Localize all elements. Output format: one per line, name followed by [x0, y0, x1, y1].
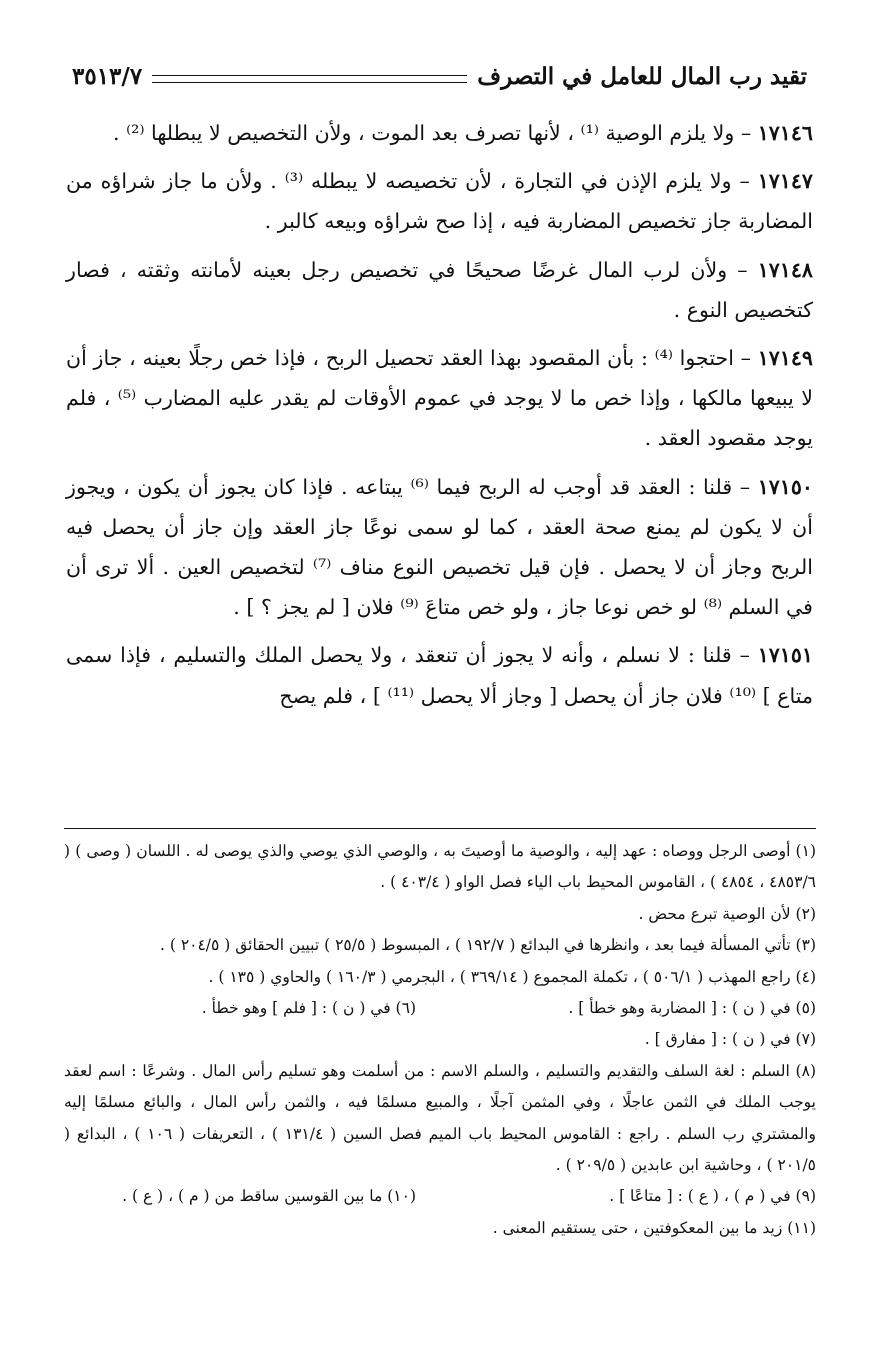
paragraph-text: – قلنا : لا نسلم ، وأنه لا يجوز أن تنعقد ، ولا يحصل الملك والتسليم ، فإذا سمى متاع ] ⁽¹⁰⁾ فلان جاز أن يحصل [ وجاز ألا يحصل ⁽¹¹⁾ ] ، فلم يصح [66, 643, 813, 708]
footnote-7: (٧) في ( ن ) : [ مفارق ] . [644, 1030, 816, 1049]
paragraph-text: – احتجوا ⁽⁴⁾ : بأن المقصود بهذا العقد تحصيل الربح ، فإذا خص رجلًا بعينه ، جاز أن لا يبيعها مالكها ، وإذا خص ما لا يوجد في عموم الأوقات لم يقدر عليه المضارب ⁽⁵⁾ ، فلم يوجد مقصود العقد . [66, 346, 813, 451]
paragraph-text: – ولأن لرب المال غرضًا صحيحًا في تخصيص رجل بعينه لأمانته وثقته ، فصار كتخصيص النوع . [66, 257, 813, 322]
footnote-4: (٤) راجع المهذب ( ٥٠٦/١ ) ، تكملة المجموع ( ٣٦٩/١٤ ) ، البجرمي ( ١٦٠/٣ ) والحاوي ( ١٣٥ ) . [208, 967, 816, 986]
footnote-5: (٥) في ( ن ) : [ المضاربة وهو خطأ ] . [568, 999, 816, 1018]
paragraph-number: ١٧١٤٨ [757, 257, 813, 282]
footnote-3: (٣) تأتي المسألة فيما بعد ، وانظرها في البدائع ( ١٩٢/٧ ) ، المبسوط ( ٢٥/٥ ) تبيين الحقائق ( ٢٠٤/٥ ) . [160, 936, 816, 955]
footnote-11: (١١) زيد ما بين المعكوفتين ، حتى يستقيم المعنى . [492, 1218, 816, 1237]
paragraph-number: ١٧١٥٠ [757, 474, 813, 499]
paragraph-17146 [66, 113, 813, 153]
paragraph-number: ١٧١٤٦ [757, 121, 813, 145]
footnote-row-5-6 [64, 993, 816, 1024]
footnote-1: (١) أوصى الرجل ووصاه : عهد إليه ، والوصية ما أوصيتَ به ، والوصي الذي يوصي والذي يوصى له . اللسان ( وصى ) ( ٤٨٥٣/٦ ، ٤٨٥٤ ) ، القاموس المحيط باب الياء فصل الواو ( ٤٠٣/٤ ) . [64, 842, 816, 892]
paragraph-17148 [66, 250, 813, 330]
footnote-10: (١٠) ما بين القوسين ساقط من ( م ) ، ( ع ) . [122, 1187, 416, 1206]
paragraph-17150 [66, 467, 813, 628]
paragraph-17151 [66, 635, 813, 715]
running-title: تقيد رب المال للعامل في التصرف [477, 62, 807, 90]
paragraph-number: ١٧١٤٩ [757, 346, 813, 371]
page-number: ٣٥١٣/٧ [72, 62, 143, 90]
footnote-9: (٩) في ( م ) ، ( ع ) : [ متاعًا ] . [609, 1187, 816, 1206]
paragraph-number: ١٧١٥١ [757, 643, 813, 668]
paragraph-text: – ولا يلزم الوصية ⁽¹⁾ ، لأنها تصرف بعد الموت ، ولأن التخصيص لا يبطلها ⁽²⁾ . [113, 121, 758, 145]
paragraph-text: – قلنا : العقد قد أوجب له الربح فيما ⁽⁶⁾ يبتاعه . فإذا كان يجوز أن يكون ، ويجوز أن لا يكون لم يمنع صحة العقد ، كما لو سمى نوعًا جاز العقد وإن جاز أن يحصل فيه الربح وجاز أن لا يحصل . فإن قيل تخصيص النوع مناف ⁽⁷⁾ لتخصيص العين . ألا ترى أن في السلم ⁽⁸⁾ لو خص نوعا جاز ، ولو خص متاعَ ⁽⁹⁾ فلان [ لم يجز ؟ ] . [66, 474, 813, 620]
footnote-6: (٦) في ( ن ) : [ فلم ] وهو خطأ . [201, 999, 416, 1018]
footnote-2: (٢) لأن الوصية تبرع محض . [638, 904, 816, 923]
paragraph-number: ١٧١٤٧ [757, 169, 813, 194]
footnote-separator [64, 828, 816, 829]
page-header [72, 58, 807, 94]
header-double-rule [152, 75, 467, 83]
footnote-8: (٨) السلم : لغة السلف والتقديم والتسليم ، والسلم الاسم : من أسلمت وهو تسليم رأس المال . وشرعًا : اسم لعقد يوجب الملك في الثمن عاجلًا ، وفي المثمن آجلًا ، والمبيع مسلمًا فيه ، والثمن رأس المال ، والبائع مسلمًا إليه والمشتري رب السلم . راجع : القاموس المحيط باب الميم فصل السين ( ١٣١/٤ ) ، التعريفات ( ١٠٦ ) ، البدائع ( ٢٠١/٥ ) ، وحاشية ابن عابدين ( ٢٠٩/٥ ) . [64, 1061, 816, 1175]
paragraph-17149 [66, 338, 813, 459]
footnotes [64, 836, 816, 1244]
main-text [66, 113, 813, 724]
paragraph-text: – ولا يلزم الإذن في التجارة ، لأن تخصيصه لا يبطله ⁽³⁾ . ولأن ما جاز شراؤه من المضاربة جاز تخصيص المضاربة فيه ، إذا صح شراؤه وبيعه كالبر . [66, 169, 813, 234]
paragraph-17147 [66, 161, 813, 241]
footnote-row-9-10 [64, 1181, 816, 1212]
